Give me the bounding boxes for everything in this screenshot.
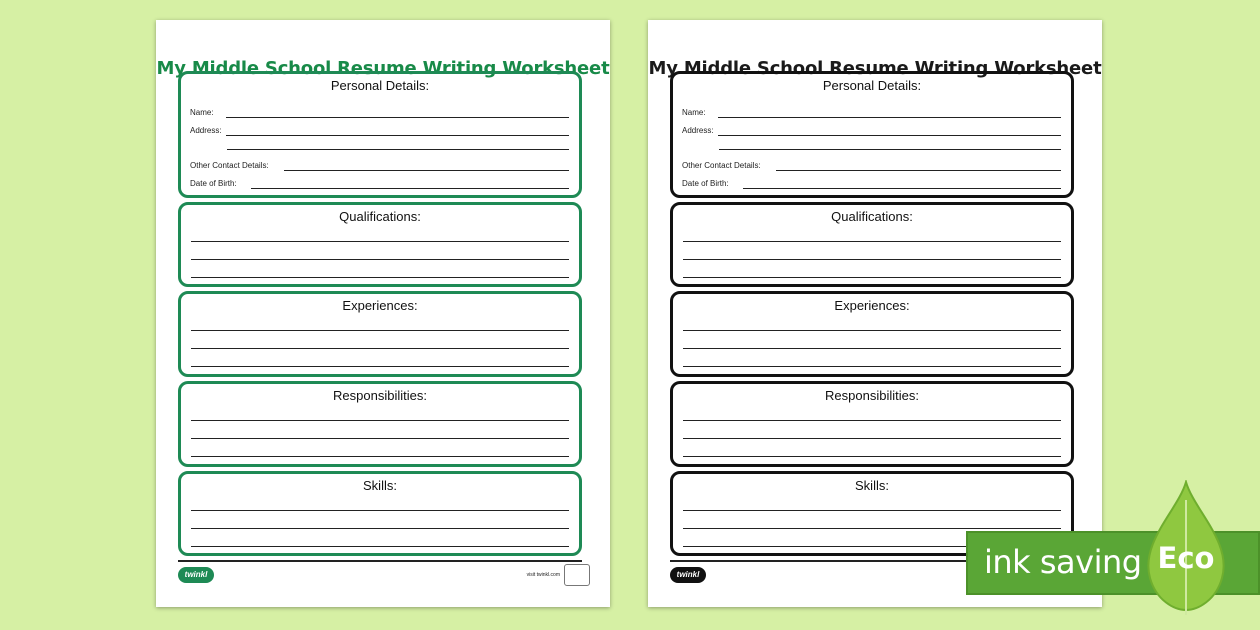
address-line bbox=[226, 135, 569, 136]
dob-label: Date of Birth: bbox=[682, 179, 729, 188]
address-line-2 bbox=[227, 149, 569, 150]
dob-line bbox=[251, 188, 569, 189]
writing-line bbox=[191, 241, 569, 242]
footer-rule bbox=[178, 560, 582, 562]
twinkl-logo: twinkl bbox=[178, 567, 214, 583]
address-field bbox=[190, 126, 569, 138]
address-line bbox=[718, 135, 1061, 136]
writing-line bbox=[683, 330, 1061, 331]
qualifications-heading: Qualifications: bbox=[339, 209, 421, 224]
dob-label: Date of Birth: bbox=[190, 179, 237, 188]
dob-line bbox=[743, 188, 1061, 189]
name-line bbox=[226, 117, 569, 118]
name-field bbox=[682, 108, 1061, 120]
address-line-2 bbox=[719, 149, 1061, 150]
writing-line bbox=[191, 330, 569, 331]
personal-details-heading: Personal Details: bbox=[330, 78, 430, 93]
other-contact-label: Other Contact Details: bbox=[190, 161, 269, 170]
writing-line bbox=[683, 348, 1061, 349]
other-contact-line bbox=[284, 170, 569, 171]
writing-line bbox=[683, 420, 1061, 421]
personal-details-heading: Personal Details: bbox=[822, 78, 922, 93]
responsibilities-heading: Responsibilities: bbox=[825, 388, 919, 403]
worksheet-title: My Middle School Resume Writing Worksheet bbox=[156, 58, 610, 79]
other-contact-line bbox=[776, 170, 1061, 171]
worksheet-title: My Middle School Resume Writing Worksheet bbox=[648, 58, 1102, 79]
writing-line bbox=[683, 510, 1061, 511]
name-line bbox=[718, 117, 1061, 118]
writing-line bbox=[683, 277, 1061, 278]
twinkl-logo: twinkl bbox=[670, 567, 706, 583]
other-contact-field bbox=[190, 161, 569, 173]
skills-heading: Skills: bbox=[855, 478, 889, 493]
personal-details-box bbox=[670, 71, 1074, 198]
skills-box bbox=[178, 471, 582, 556]
writing-line bbox=[191, 510, 569, 511]
eco-label: Eco bbox=[1157, 541, 1215, 575]
writing-line bbox=[191, 348, 569, 349]
qualifications-heading: Qualifications: bbox=[831, 209, 913, 224]
writing-line bbox=[191, 528, 569, 529]
writing-line bbox=[191, 546, 569, 547]
writing-line bbox=[191, 259, 569, 260]
visit-link: visit twinkl.com bbox=[526, 572, 560, 578]
name-label: Name: bbox=[682, 108, 706, 117]
writing-line bbox=[191, 438, 569, 439]
address-label: Address: bbox=[682, 126, 714, 135]
qualifications-box bbox=[670, 202, 1074, 287]
dob-field bbox=[682, 179, 1061, 191]
qualifications-box bbox=[178, 202, 582, 287]
skills-heading: Skills: bbox=[363, 478, 397, 493]
writing-line bbox=[683, 366, 1061, 367]
responsibilities-box bbox=[178, 381, 582, 467]
address-field bbox=[682, 126, 1061, 138]
writing-line bbox=[191, 456, 569, 457]
writing-line bbox=[191, 420, 569, 421]
worksheet-ink-saving-version bbox=[648, 20, 1102, 607]
responsibilities-box bbox=[670, 381, 1074, 467]
quality-badge-icon bbox=[564, 564, 590, 586]
writing-line bbox=[683, 259, 1061, 260]
personal-details-box bbox=[178, 71, 582, 198]
name-label: Name: bbox=[190, 108, 214, 117]
experiences-box bbox=[670, 291, 1074, 377]
responsibilities-heading: Responsibilities: bbox=[333, 388, 427, 403]
writing-line bbox=[683, 241, 1061, 242]
dob-field bbox=[190, 179, 569, 191]
writing-line bbox=[683, 438, 1061, 439]
writing-line bbox=[191, 366, 569, 367]
writing-line bbox=[683, 456, 1061, 457]
name-field bbox=[190, 108, 569, 120]
writing-line bbox=[683, 528, 1061, 529]
other-contact-label: Other Contact Details: bbox=[682, 161, 761, 170]
experiences-heading: Experiences: bbox=[834, 298, 910, 313]
writing-line bbox=[191, 277, 569, 278]
other-contact-field bbox=[682, 161, 1061, 173]
worksheet-colour-version bbox=[156, 20, 610, 607]
ink-saving-text: ink saving bbox=[984, 543, 1142, 581]
experiences-heading: Experiences: bbox=[342, 298, 418, 313]
address-label: Address: bbox=[190, 126, 222, 135]
experiences-box bbox=[178, 291, 582, 377]
